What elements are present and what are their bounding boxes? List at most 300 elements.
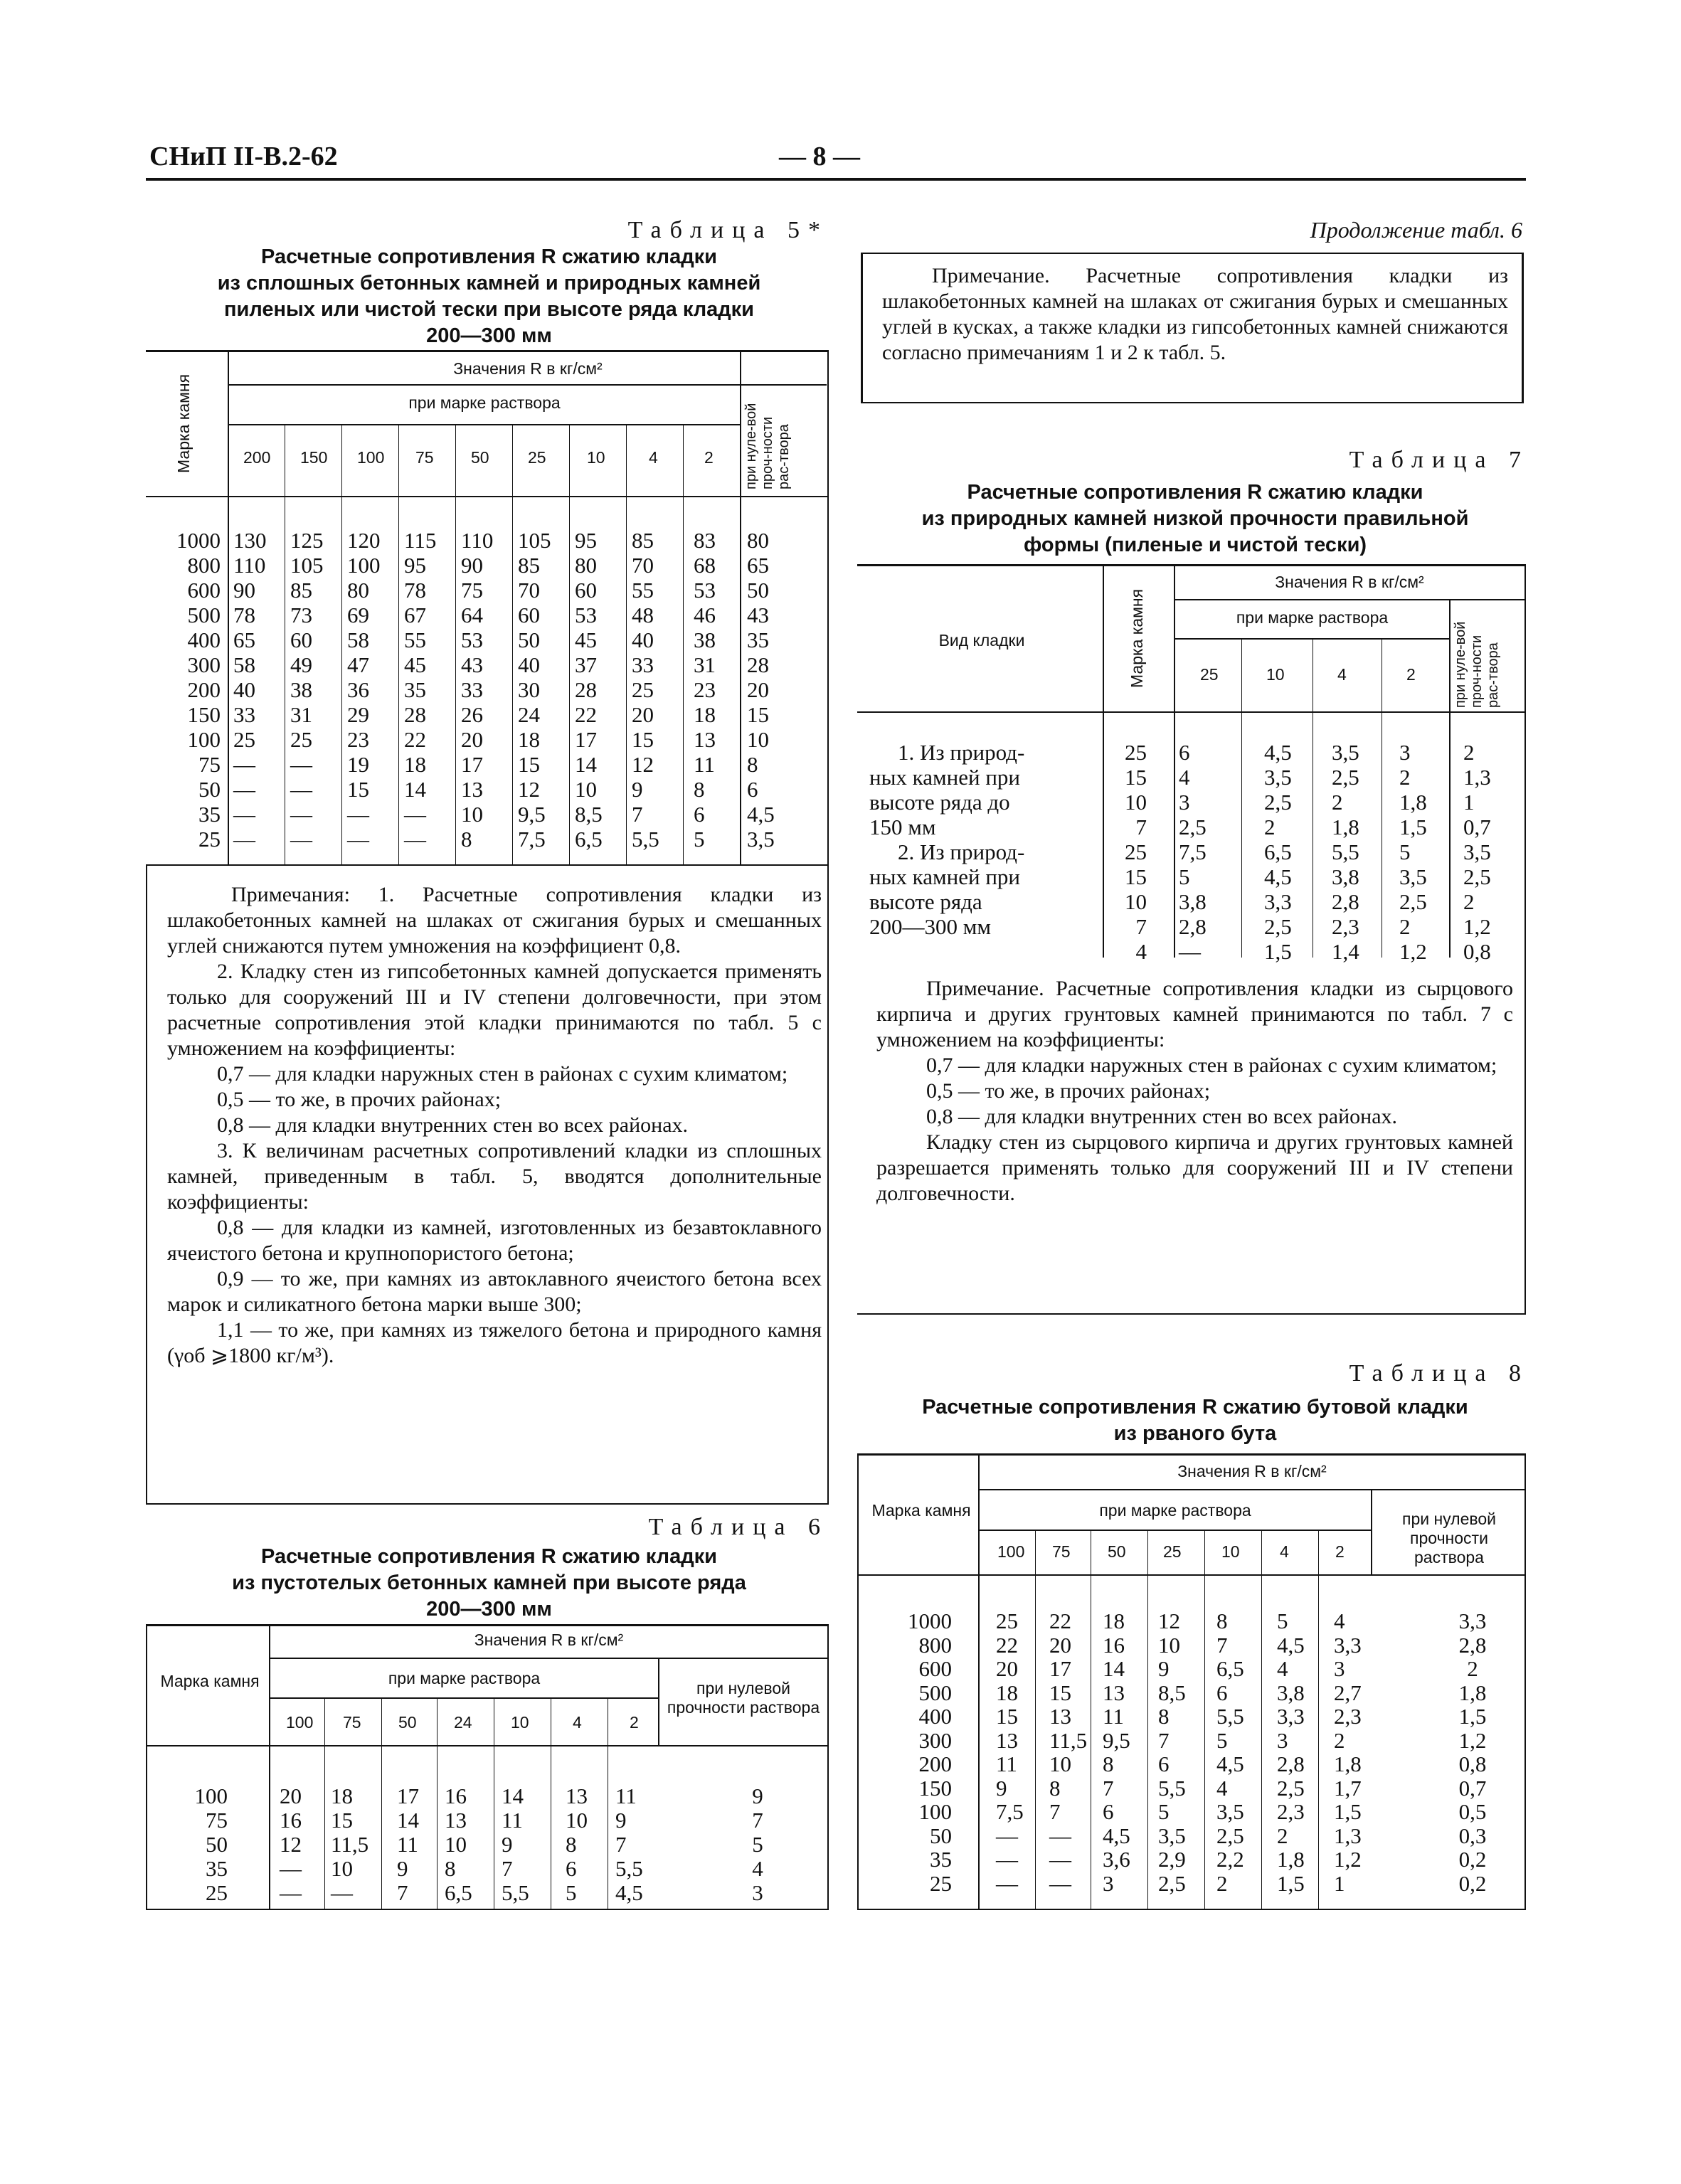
table-cell: 18	[404, 752, 426, 777]
table-cell: 8	[747, 752, 758, 777]
table-cell: 75	[415, 448, 434, 467]
table-cell: 33	[632, 652, 654, 677]
table-cell: 10	[1049, 1751, 1071, 1776]
table8-col-75	[1049, 1609, 1099, 1895]
table-cell: 0,7	[1458, 1775, 1487, 1801]
table-cell: 8	[1158, 1704, 1170, 1729]
table-cell: 500	[187, 603, 221, 627]
table-cell: 16	[1103, 1632, 1125, 1658]
table-cell: 11	[502, 1808, 523, 1833]
table-cell: 2,2	[1216, 1847, 1244, 1872]
page-number: — 8 —	[779, 142, 860, 171]
table-cell: 8	[1103, 1751, 1114, 1776]
table-cell: 50	[398, 1713, 417, 1732]
table-cell: 17	[1049, 1656, 1071, 1681]
table-cell: 1,1 — то же, при камнях из тяжелого бетона и природного камня (γоб ⩾1800 кг/м³).	[167, 1318, 822, 1367]
table-cell: 2	[1467, 1656, 1478, 1681]
table7-frame	[857, 564, 1526, 566]
table-cell: 22	[404, 727, 426, 752]
table8-col-10	[1216, 1609, 1266, 1895]
table-cell: 3	[1399, 740, 1411, 765]
table-cell: 1,3	[1334, 1823, 1362, 1848]
table-cell: 500	[918, 1680, 952, 1705]
table-cell: Примечание. Расчетные сопротивления кладки из сырцового кирпича и других грунтовых камней принимаются по табл. 7 с умножением на коэффициенты:	[876, 977, 1513, 1051]
table8-mortar-header: при марке раствора	[1099, 1501, 1251, 1520]
table-cell: Расчетные сопротивления R сжатию кладки	[261, 1545, 717, 1568]
table-cell: 2	[1399, 765, 1411, 790]
table-cell: 1	[1334, 1870, 1345, 1896]
table6-col-100	[280, 1784, 329, 1905]
table8-frame	[857, 1453, 859, 1910]
table7-kind-col	[869, 740, 1101, 939]
table-cell: 2,5	[1277, 1775, 1305, 1801]
table-cell: 8	[566, 1832, 577, 1857]
table-cell: 2,3	[1334, 1704, 1362, 1729]
table-cell: 6,5	[1216, 1656, 1244, 1681]
table-cell: 1,2	[1458, 1727, 1487, 1753]
table8-stone-col	[861, 1609, 952, 1895]
table-cell: 38	[290, 677, 312, 702]
table8-col-zero	[1444, 1609, 1501, 1895]
table-cell: —	[233, 802, 255, 827]
table-cell: 10	[1125, 790, 1147, 815]
table-cell: 2	[1463, 740, 1475, 765]
table-cell: 25	[1125, 740, 1147, 765]
table-cell: 23	[694, 677, 716, 702]
table-cell: 8	[694, 777, 705, 802]
table5-mortar-header: при марке раствора	[408, 393, 561, 412]
table-cell: 23	[347, 727, 369, 752]
table7-notes	[876, 976, 1513, 1207]
table-cell: 95	[575, 528, 597, 553]
table-cell: 600	[187, 578, 221, 603]
table-cell: 14	[1103, 1656, 1125, 1681]
table-cell: 3,5	[1264, 765, 1292, 790]
table-cell: 40	[233, 677, 255, 702]
table-cell: 2. Из природ-	[898, 839, 1025, 864]
table-cell: 33	[461, 677, 483, 702]
table-cell: 1,8	[1399, 790, 1427, 815]
table-cell: 0,5 — то же, в прочих районах;	[926, 1079, 1211, 1103]
table-cell: 200—300 мм	[426, 1598, 552, 1621]
table-cell: 3. К величинам расчетных сопротивлений кладки из сплошных камней, приведенным в табл. 5, вводятся дополнительные коэффициенты:	[167, 1139, 822, 1214]
table5-col-4	[632, 528, 682, 852]
table7-col-2	[1399, 740, 1456, 964]
table-cell: Примечания: 1. Расчетные сопротивления кладки из шлакобетонных камней на шлаках от сжигания бурых и смешанных углей снижаются путем умножения на коэффициент 0,8.	[167, 883, 822, 958]
table-cell: 70	[518, 578, 540, 603]
table-cell: 25	[290, 727, 312, 752]
table-cell: 2,5	[1264, 790, 1292, 815]
table-cell: 10	[1125, 889, 1147, 914]
table-cell: 10	[511, 1713, 529, 1732]
table-cell: 100	[347, 553, 381, 578]
table-cell: 13	[996, 1727, 1018, 1753]
table-cell: 2	[1334, 1727, 1345, 1753]
table-cell: —	[1179, 939, 1201, 964]
table6-stone-header: Марка камня	[160, 1672, 260, 1690]
table7-values-header: Значения R в кг/см²	[1275, 573, 1424, 591]
table-cell: 13	[1103, 1680, 1125, 1705]
table-cell: 18	[331, 1783, 353, 1808]
table-cell: 3,6	[1103, 1847, 1130, 1872]
table-cell: 110	[233, 553, 266, 578]
table-cell: 4,5	[1277, 1632, 1305, 1658]
table-cell: 5	[1216, 1727, 1228, 1753]
table-cell: 60	[575, 578, 597, 603]
table-cell: 78	[404, 578, 426, 603]
document-code: СНиП II-В.2-62	[149, 142, 338, 171]
table-cell: —	[404, 802, 426, 827]
table8-caption: Таблица 8	[1349, 1360, 1529, 1387]
table-cell: 0,7	[1463, 815, 1491, 839]
table8-values-header: Значения R в кг/см²	[1177, 1462, 1327, 1480]
table-cell: 3	[1334, 1656, 1345, 1681]
table-cell: 0,7 — для кладки наружных стен в районах с сухим климатом;	[926, 1054, 1497, 1077]
table-cell: 25	[930, 1870, 952, 1896]
table-cell: 75	[461, 578, 483, 603]
table-cell: 20	[280, 1783, 302, 1808]
table-cell: 9	[752, 1783, 763, 1808]
table-cell: 12	[518, 777, 540, 802]
table-cell: 68	[694, 553, 716, 578]
table-cell: 2,5	[1264, 914, 1292, 939]
table6-frame	[146, 1624, 147, 1910]
table-cell: 2,9	[1158, 1847, 1186, 1872]
table-cell: 7	[1103, 1775, 1114, 1801]
table-cell: 13	[461, 777, 483, 802]
table-cell: 12	[632, 752, 654, 777]
table-cell: 800	[918, 1632, 952, 1658]
table-cell: 12	[1158, 1608, 1180, 1633]
table-cell: 58	[233, 652, 255, 677]
table-cell: 20	[632, 702, 654, 727]
table-cell: 73	[290, 603, 312, 627]
table8-zero-header: при нулевой прочности раствора	[1402, 1510, 1496, 1567]
table-cell: 2	[1406, 665, 1416, 684]
table-cell: 2,5	[1179, 815, 1207, 839]
table-cell: —	[233, 827, 255, 852]
table-cell: 75	[1052, 1542, 1071, 1561]
table-cell: 31	[694, 652, 716, 677]
table-cell: 150	[300, 448, 328, 467]
table6-caption: Таблица 6	[648, 1514, 829, 1540]
table-cell: 0,2	[1458, 1870, 1487, 1896]
table-cell: 5,5	[615, 1856, 643, 1881]
table5-col-75	[404, 528, 454, 852]
table-cell: 11	[996, 1751, 1017, 1776]
table-cell: 37	[575, 652, 597, 677]
table6-col-10	[502, 1784, 551, 1905]
table-cell: 2	[1264, 815, 1276, 839]
table-cell: 6	[747, 777, 758, 802]
table-cell: 200	[243, 448, 271, 467]
table-cell: 9	[632, 777, 643, 802]
table-cell: 8	[1049, 1775, 1061, 1801]
table-cell: 105	[290, 553, 324, 578]
table-cell: 7,5	[518, 827, 546, 852]
table-cell: 2,8	[1458, 1632, 1487, 1658]
table-cell: из пустотелых бетонных камней при высоте ряда	[232, 1571, 746, 1594]
table-cell: 15	[331, 1808, 353, 1833]
table8-col-50	[1103, 1609, 1152, 1895]
table6-zero-header: при нулевой прочности раствора	[667, 1679, 820, 1717]
table-cell: 60	[290, 627, 312, 652]
table8-col-2	[1334, 1609, 1384, 1895]
table-cell: 1000	[908, 1608, 952, 1633]
table-cell: 1,5	[1264, 939, 1292, 964]
table-cell: 24	[518, 702, 540, 727]
table-cell: 110	[461, 528, 494, 553]
table-cell: 7	[1216, 1632, 1228, 1658]
table-cell: 0,2	[1458, 1847, 1487, 1872]
table-cell: 2,5	[1216, 1823, 1244, 1848]
table-cell: 11	[694, 752, 715, 777]
table-cell: 200	[918, 1751, 952, 1776]
table-cell: 35	[930, 1847, 952, 1872]
table-cell: —	[404, 827, 426, 852]
table-cell: 7	[615, 1832, 627, 1857]
table-cell: 15	[1125, 765, 1147, 790]
table-cell: 40	[632, 627, 654, 652]
table-cell: 1,3	[1463, 765, 1491, 790]
table-cell: 5,5	[1216, 1704, 1244, 1729]
table5-col-100	[347, 528, 397, 852]
table-cell: 17	[461, 752, 483, 777]
table-cell: 2. Кладку стен из гипсобетонных камней допускается применять только для сооружений III и IV степени долговечности, при этом расчетные сопротивления этой кладки принимаются по табл. 5 с умножением на коэффициенты:	[167, 960, 822, 1060]
table-cell: 33	[233, 702, 255, 727]
table7-col-10	[1264, 740, 1321, 964]
table-cell: 3,8	[1179, 889, 1207, 914]
table-cell: 0,8	[1458, 1751, 1487, 1776]
table-cell: 85	[632, 528, 654, 553]
table6-mortar-header: при марке раствора	[388, 1669, 541, 1687]
table-cell: 16	[445, 1783, 467, 1808]
table-cell: 13	[445, 1808, 467, 1833]
table7-col-zero	[1463, 740, 1520, 964]
table-cell: 50	[471, 448, 489, 467]
table-cell: —	[996, 1823, 1018, 1848]
table-cell: из рваного бута	[1113, 1422, 1277, 1445]
table-cell: 43	[747, 603, 769, 627]
table-cell: 3,5	[747, 827, 775, 852]
table8-stone-header: Марка камня	[871, 1501, 971, 1520]
table-cell: 7	[752, 1808, 763, 1833]
table-cell: 1	[1463, 790, 1475, 815]
table-cell: 1,4	[1332, 939, 1359, 964]
table-cell: 50	[1108, 1542, 1126, 1561]
table-cell: 25	[1125, 839, 1147, 864]
table-cell: 14	[397, 1808, 419, 1833]
table5-col-2	[694, 528, 743, 852]
table-cell: 10	[1221, 1542, 1240, 1561]
table-cell: 1,8	[1277, 1847, 1305, 1872]
table-cell: 2,5	[1332, 765, 1359, 790]
table-cell: 6	[1179, 740, 1190, 765]
table-cell: 4,5	[747, 802, 775, 827]
table-cell: формы (пиленые и чистой тески)	[1023, 534, 1367, 556]
table-cell: 200—300 мм	[426, 324, 552, 347]
table-cell: 100	[997, 1542, 1025, 1561]
table6-col-zero	[733, 1784, 783, 1905]
table-cell: из сплошных бетонных камней и природных камней	[217, 272, 761, 295]
table-cell: 5	[1399, 839, 1411, 864]
table-cell: 3	[1179, 790, 1190, 815]
table-cell: —	[233, 752, 255, 777]
table-cell: 3	[1277, 1727, 1288, 1753]
table-cell: 8	[461, 827, 472, 852]
table-cell: 0,3	[1458, 1823, 1487, 1848]
table-cell: 1,8	[1458, 1680, 1487, 1705]
table-cell: 85	[290, 578, 312, 603]
table-cell: 2,5	[1463, 864, 1491, 889]
table-cell: 150	[918, 1775, 952, 1801]
table5-col-200	[233, 528, 283, 852]
table-cell: —	[347, 827, 369, 852]
table-cell: 10	[566, 1808, 588, 1833]
table-cell: 2,5	[1399, 889, 1427, 914]
table-cell: 65	[747, 553, 769, 578]
table-cell: —	[996, 1870, 1018, 1896]
table-cell: —	[290, 827, 312, 852]
table-cell: —	[280, 1856, 302, 1881]
table-cell: 80	[347, 578, 369, 603]
table-cell: 35	[747, 627, 769, 652]
table-cell: 300	[187, 652, 221, 677]
table-cell: 5,5	[632, 827, 659, 852]
table-cell: 26	[461, 702, 483, 727]
table-cell: 4	[1334, 1608, 1345, 1633]
table-cell: 0,8 — для кладки внутренних стен во всех районах.	[217, 1113, 689, 1137]
table-cell: 58	[347, 627, 369, 652]
table-cell: 85	[518, 553, 540, 578]
table-cell: —	[1049, 1823, 1071, 1848]
table-cell: 5	[566, 1880, 577, 1905]
table-cell: 0,8	[1463, 939, 1491, 964]
table-cell: 28	[747, 652, 769, 677]
table-cell: 83	[694, 528, 716, 553]
table-cell: 100	[918, 1799, 952, 1824]
table-cell: 9,5	[1103, 1727, 1130, 1753]
table-cell: 200	[187, 677, 221, 702]
table-cell: 28	[575, 677, 597, 702]
table-cell: 7	[397, 1880, 408, 1905]
table-cell: 4,5	[1216, 1751, 1244, 1776]
table-cell: 6	[694, 802, 705, 827]
table-cell: 0,5	[1458, 1799, 1487, 1824]
table-cell: 9	[615, 1808, 627, 1833]
table-cell: 46	[694, 603, 716, 627]
table-cell: 5,5	[1332, 839, 1359, 864]
table6-col-50	[397, 1784, 447, 1905]
table-cell: 0,8 — для кладки из камней, изготовленных из безавтоклавного ячеистого бетона и крупнопористого бетона;	[167, 1216, 822, 1265]
table-cell: 130	[233, 528, 267, 553]
table-cell: 5	[752, 1832, 763, 1857]
table-cell: 69	[347, 603, 369, 627]
table-cell: 4	[1277, 1656, 1288, 1681]
table-cell: 50	[747, 578, 769, 603]
table-cell: 4	[1337, 665, 1347, 684]
table-cell: —	[233, 777, 255, 802]
table-cell: Расчетные сопротивления R сжатию кладки	[967, 481, 1423, 504]
table-cell: 7	[1135, 914, 1147, 939]
table7-stone-header: Марка камня	[1128, 588, 1146, 689]
table-cell: 53	[575, 603, 597, 627]
table5-top-rule	[146, 350, 829, 352]
table-cell: 1,5	[1277, 1870, 1305, 1896]
table-cell: 67	[404, 603, 426, 627]
table-cell: 50	[206, 1832, 228, 1857]
table-cell: —	[996, 1847, 1018, 1872]
table-cell: 15	[996, 1704, 1018, 1729]
table-cell: 3,5	[1399, 864, 1427, 889]
table-cell: 75	[198, 752, 221, 777]
table-cell: 3	[752, 1880, 763, 1905]
table-cell: 9	[996, 1775, 1007, 1801]
table-cell: 50	[518, 627, 540, 652]
table-cell: —	[290, 802, 312, 827]
table-cell: 3,3	[1264, 889, 1292, 914]
table-cell: 3,8	[1277, 1680, 1305, 1705]
table-cell: 1000	[176, 528, 221, 553]
table6-stone-col	[149, 1784, 228, 1905]
table-cell: 4	[1135, 939, 1147, 964]
table-cell: высоте ряда до	[869, 790, 1010, 815]
table8-col-4	[1277, 1609, 1327, 1895]
table-cell: 25	[198, 827, 221, 852]
table-cell: 1,2	[1334, 1847, 1362, 1872]
table-cell: 9,5	[518, 802, 546, 827]
table-cell: 4,5	[1264, 864, 1292, 889]
table-cell: 1,8	[1334, 1751, 1362, 1776]
table-cell: 25	[206, 1880, 228, 1905]
table-cell: 35	[198, 802, 221, 827]
table-cell: 1,7	[1334, 1775, 1362, 1801]
table-cell: ных камней при	[869, 765, 1021, 790]
table-cell: 35	[404, 677, 426, 702]
table-cell: 3,5	[1216, 1799, 1244, 1824]
table-cell: 3,5	[1463, 839, 1491, 864]
table-cell: 7	[632, 802, 643, 827]
table5-notes-box	[827, 352, 829, 1505]
table5-notes-bottom	[146, 1503, 829, 1505]
table-cell: 2	[1332, 790, 1343, 815]
table-cell: 4	[649, 448, 658, 467]
table-cell: 8	[1216, 1608, 1228, 1633]
table-cell: 6	[566, 1856, 577, 1881]
table-cell: 4	[1280, 1542, 1289, 1561]
table5-stone-header: Марка камня	[174, 373, 193, 473]
table-cell: 2,8	[1277, 1751, 1305, 1776]
table-cell: 15	[1049, 1680, 1071, 1705]
table-cell: 200—300 мм	[869, 914, 991, 939]
table-cell: 150	[187, 702, 221, 727]
table6-frame	[827, 1624, 829, 1910]
table-cell: 64	[461, 603, 483, 627]
table-cell: 11	[615, 1783, 637, 1808]
table6-frame	[146, 1624, 829, 1626]
table6-col-4	[566, 1784, 615, 1905]
table-cell: 25	[1200, 665, 1219, 684]
table-cell: Расчетные сопротивления R сжатию кладки	[261, 245, 717, 268]
table-cell: 15	[347, 777, 369, 802]
table-cell: 20	[996, 1656, 1018, 1681]
table-cell: 7	[502, 1856, 513, 1881]
table-cell: 24	[454, 1713, 472, 1732]
table-cell: 18	[996, 1680, 1018, 1705]
table-cell: 17	[397, 1783, 419, 1808]
table-cell: 0,8 — для кладки внутренних стен во всех районах.	[926, 1105, 1398, 1128]
table-cell: 29	[347, 702, 369, 727]
